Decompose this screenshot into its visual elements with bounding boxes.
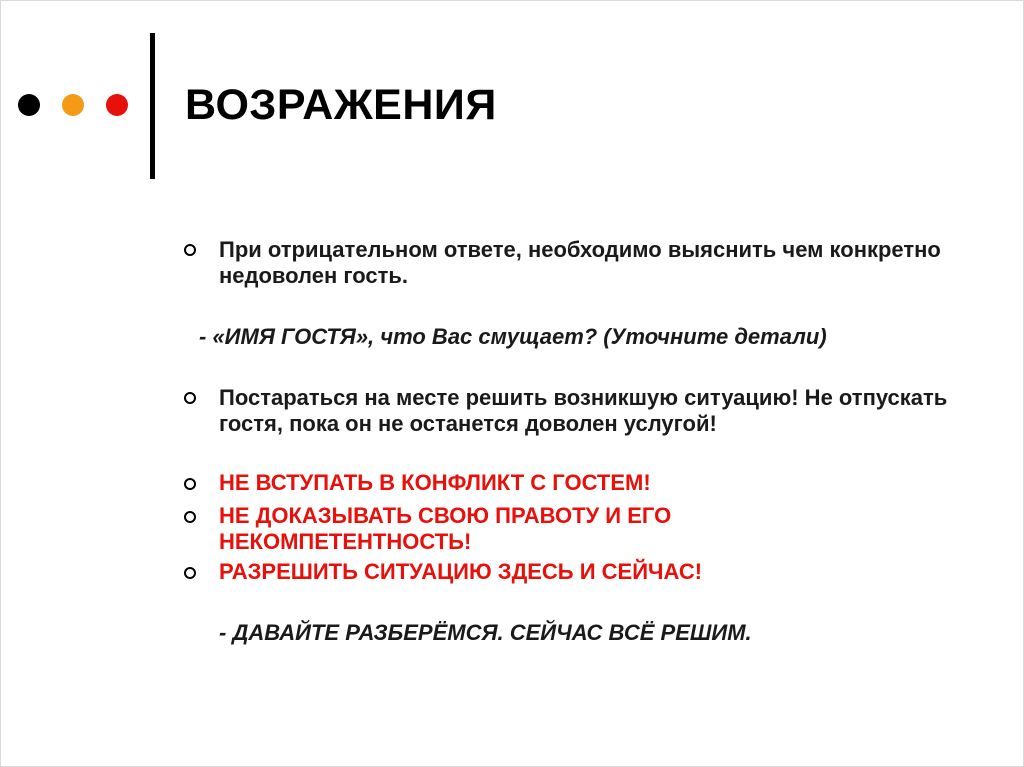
list-item-6: РАЗРЕШИТЬ СИТУАЦИЮ ЗДЕСЬ И СЕЙЧАС! [219,559,703,584]
list-item-4: НЕ ВСТУПАТЬ В КОНФЛИКТ С ГОСТЕМ! [219,470,651,495]
black-dot [18,94,40,116]
list-item-3: Постараться на месте решить возникшую ситуацию! Не отпускать гостя, пока он не останется доволен услугой! [219,385,948,436]
slide-title: ВОЗРАЖЕНИЯ [185,81,497,129]
red-dot [106,94,128,116]
bullet-icon [184,392,196,404]
title-divider [150,33,155,179]
bullet-icon [184,511,196,523]
orange-dot [62,94,84,116]
sub-line-guest-name: - «ИМЯ ГОСТЯ», что Вас смущает? (Уточните детали) [199,324,827,349]
bullet-icon [184,478,196,490]
list-item-1: При отрицательном ответе, необходимо выяснить чем конкретно недоволен гость. [219,237,941,288]
list-item-5: НЕ ДОКАЗЫВАТЬ СВОЮ ПРАВОТУ И ЕГО НЕКОМПЕТЕНТНОСТЬ! [219,503,672,554]
sub-line-lets-sort: - ДАВАЙТЕ РАЗБЕРЁМСЯ. СЕЙЧАС ВСЁ РЕШИМ. [219,620,752,645]
bullet-icon [184,244,196,256]
bullet-icon [184,567,196,579]
